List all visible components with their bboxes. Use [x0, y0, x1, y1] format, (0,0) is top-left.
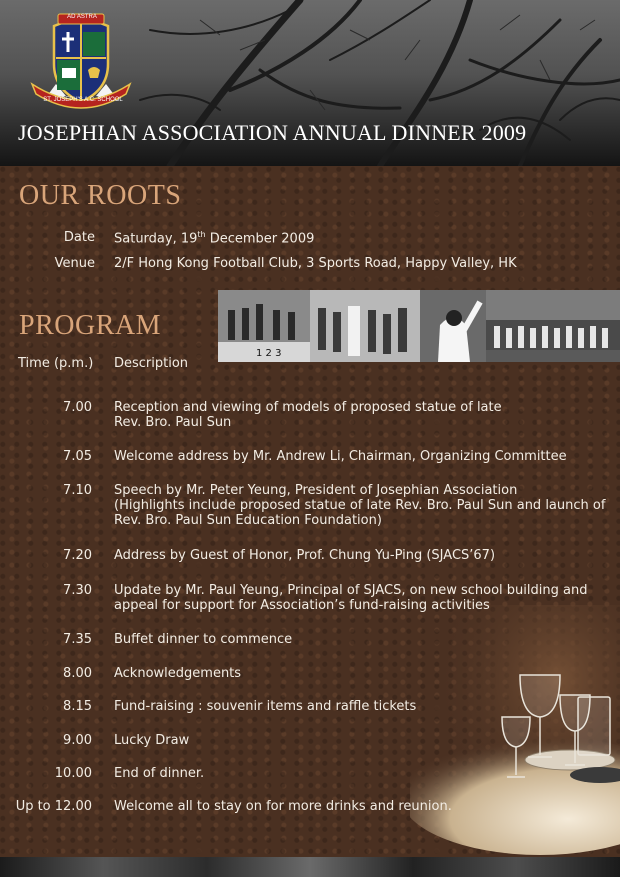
desc-line: Acknowledgements — [114, 666, 242, 681]
date-rest: December 2009 — [205, 231, 315, 247]
podium-numbers: 1 2 3 — [256, 348, 282, 359]
program-time: 7.30 — [63, 583, 92, 598]
program-time: 7.35 — [63, 632, 92, 647]
program-description — [114, 799, 614, 814]
col-head-time: Time (p.m.) — [18, 356, 94, 371]
historic-photos — [218, 290, 620, 362]
desc-line: Rev. Bro. Paul Sun Education Foundation) — [114, 513, 382, 528]
program-description — [114, 483, 614, 528]
crest-motto: AD ASTRA — [67, 14, 97, 20]
date-suffix: th — [197, 230, 206, 239]
program-time: 7.05 — [63, 449, 92, 464]
desc-line: (Highlights include proposed statue of late Rev. Bro. Paul Sun and launch of — [114, 498, 606, 513]
date-value — [114, 230, 314, 246]
program-time: 7.20 — [63, 548, 92, 563]
desc-line: Reception and viewing of models of proposed statue of late — [114, 400, 502, 415]
section-title-program: PROGRAM — [19, 310, 161, 341]
desc-line: Speech by Mr. Peter Yeung, President of Josephian Association — [114, 483, 518, 498]
desc-line: Address by Guest of Honor, Prof. Chung Yu-Ping (SJACS’67) — [114, 548, 496, 563]
desc-line: Welcome all to stay on for more drinks and reunion. — [114, 799, 452, 814]
venue-value: 2/F Hong Kong Football Club, 3 Sports Road, Happy Valley, HK — [114, 256, 517, 271]
program-description — [114, 766, 614, 781]
header-banner — [0, 0, 620, 166]
program-description — [114, 632, 614, 647]
footer-photo-strip — [0, 857, 620, 877]
program-time: 7.00 — [63, 400, 92, 415]
desc-line: Buffet dinner to commence — [114, 632, 293, 647]
program-description — [114, 400, 614, 430]
program-time: Up to 12.00 — [15, 799, 92, 814]
date-label: Date — [63, 230, 95, 245]
col-head-description: Description — [114, 356, 189, 371]
program-description — [114, 699, 614, 714]
desc-line: End of dinner. — [114, 766, 205, 781]
program-description — [114, 733, 614, 748]
historic-photo-strip — [218, 290, 620, 362]
program-time: 10.00 — [54, 766, 92, 781]
program-description — [114, 548, 614, 563]
date-day: Saturday, 19 — [114, 231, 198, 247]
section-title-roots: OUR ROOTS — [19, 180, 182, 211]
program-description — [114, 666, 614, 681]
program-time: 7.10 — [63, 483, 92, 498]
program-description — [114, 449, 614, 464]
desc-line: Lucky Draw — [114, 733, 190, 748]
desc-line: Welcome address by Mr. Andrew Li, Chairman, Organizing Committee — [114, 449, 567, 464]
program-time: 8.15 — [63, 699, 92, 714]
program-time: 8.00 — [63, 666, 92, 681]
program-description — [114, 583, 614, 613]
page-title: JOSEPHIAN ASSOCIATION ANNUAL DINNER 2009 — [18, 120, 527, 145]
program-time: 9.00 — [63, 733, 92, 748]
desc-line: Fund-raising : souvenir items and raffle tickets — [114, 699, 417, 714]
desc-line: Update by Mr. Paul Yeung, Principal of SJACS, on new school building and — [114, 583, 588, 598]
venue-label: Venue — [54, 256, 95, 271]
crest-school-name: ST. JOSEPH'S A.C. SCHOOL — [43, 97, 123, 103]
desc-line: appeal for support for Association’s fund-raising activities — [114, 598, 490, 613]
desc-line: Rev. Bro. Paul Sun — [114, 415, 232, 430]
